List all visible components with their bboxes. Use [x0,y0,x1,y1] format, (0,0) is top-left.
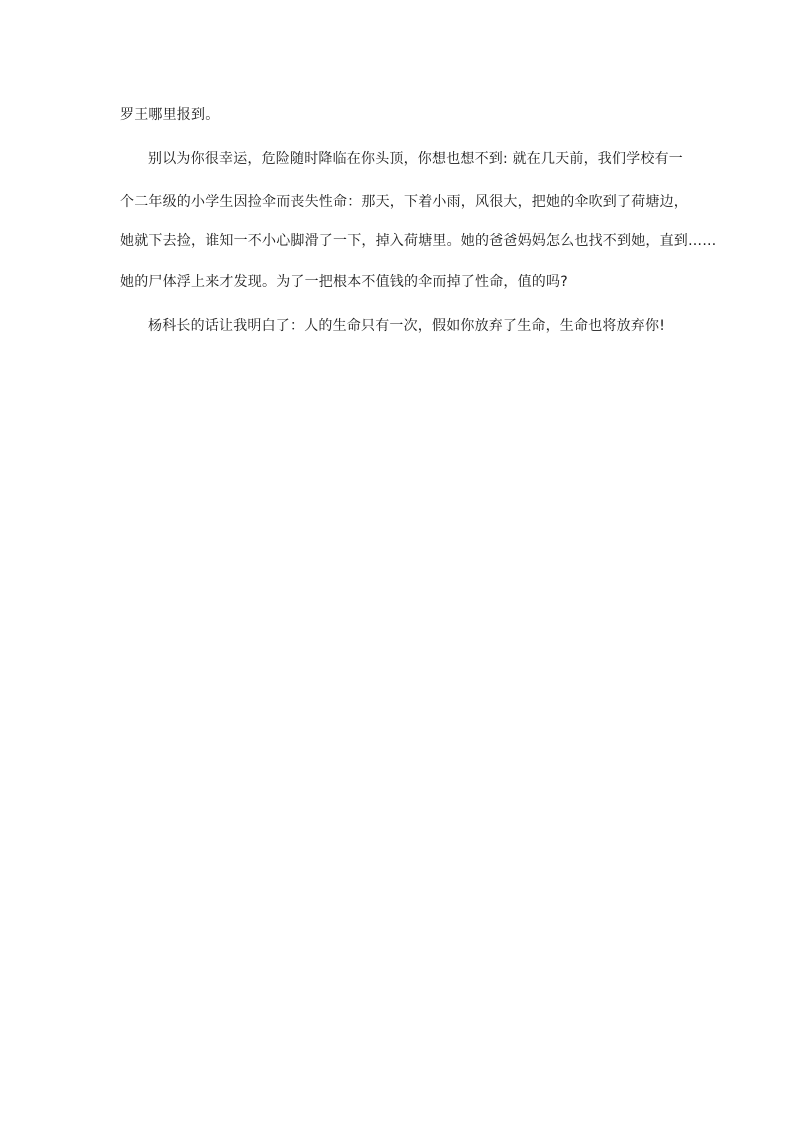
paragraph-1-line-1: 罗王哪里报到。 [120,107,220,123]
paragraph-2-line-3: 她就下去捡，谁知一不小心脚滑了一下，掉入荷塘里。她的爸爸妈妈怎么也找不到她，直到…… [120,233,717,249]
paragraph-2-line-1: 别以为你很幸运，危险随时降临在你头顶，你想也想不到: 就在几天前，我们学校有一 [148,151,683,167]
paragraph-3-line-1: 杨科长的话让我明白了：人的生命只有一次，假如你放弃了生命，生命也将放弃你! [148,318,666,334]
paragraph-2-line-4: 她的尸体浮上来才发现。为了一把根本不值钱的伞而掉了性命，值的吗? [120,274,568,290]
paragraph-2-line-2: 个二年级的小学生因捡伞而丧失性命：那天，下着小雨，风很大，把她的伞吹到了荷塘边， [120,194,688,210]
